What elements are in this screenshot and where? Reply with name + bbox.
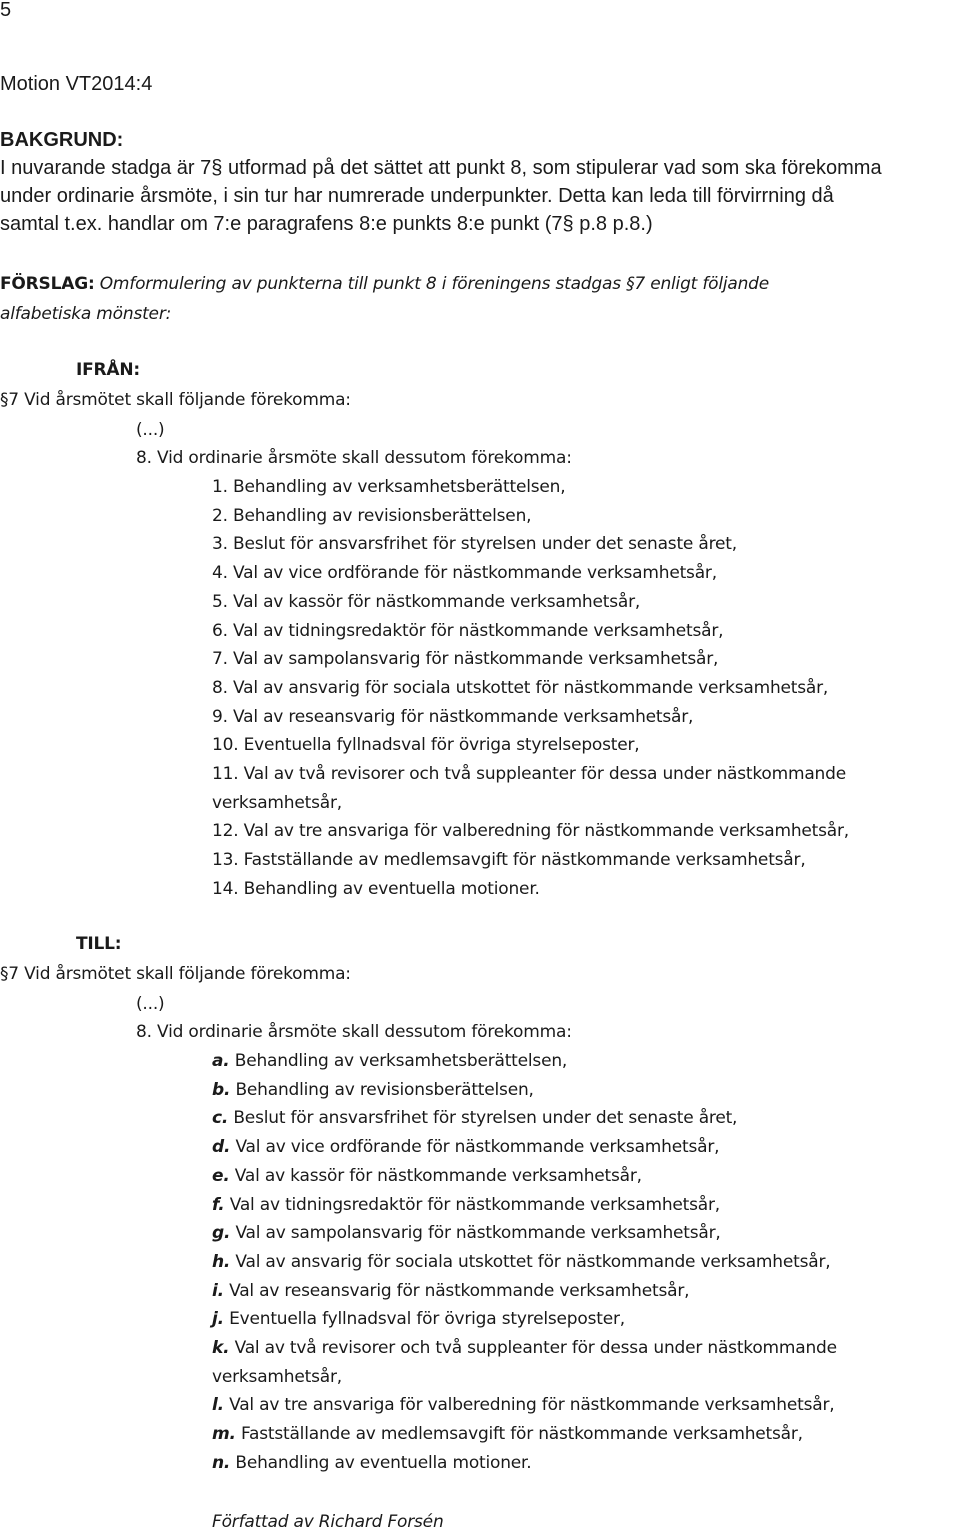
list-item-marker: b. bbox=[212, 1079, 231, 1100]
list-item bbox=[212, 1049, 567, 1073]
list-item-marker: 2. bbox=[212, 505, 228, 526]
to-heading: TILL: bbox=[76, 934, 122, 954]
list-item-text: Val av två revisorer och två suppleanter för dessa under nästkommande bbox=[238, 764, 846, 784]
list-item-marker: f. bbox=[212, 1194, 225, 1215]
list-item-marker: 6. bbox=[212, 620, 228, 641]
list-item bbox=[212, 590, 640, 614]
list-item-marker: m. bbox=[212, 1424, 236, 1445]
list-item bbox=[212, 475, 565, 499]
proposal-line-2: alfabetiska mönster: bbox=[0, 304, 172, 324]
list-item-text: Val av reseansvarig för nästkommande verksamhetsår, bbox=[223, 1280, 690, 1301]
list-item-marker: k. bbox=[212, 1338, 230, 1358]
list-item bbox=[212, 504, 531, 528]
background-line-2: under ordinarie årsmöte, i sin tur har numrerade underpunkter. Detta kan leda till förvirrning då bbox=[0, 185, 834, 207]
list-item-marker: i. bbox=[212, 1280, 224, 1301]
list-item-marker: 3. bbox=[212, 534, 228, 555]
list-item-text: Behandling av verksamhetsberättelsen, bbox=[227, 477, 566, 497]
list-item-marker: c. bbox=[212, 1108, 229, 1129]
background-heading: BAKGRUND: bbox=[0, 129, 124, 151]
proposal-line-1 bbox=[0, 272, 769, 296]
list-item-marker: n. bbox=[212, 1452, 231, 1473]
list-item-text: Eventuella fyllnadsval för övriga styrelseposter, bbox=[238, 735, 640, 756]
list-item-marker: h. bbox=[212, 1251, 231, 1272]
from-ellipsis: (...) bbox=[136, 420, 165, 440]
to-intro: §7 Vid årsmötet skall följande förekomma: bbox=[0, 964, 351, 984]
background-line-1: I nuvarande stadga är 7§ utformad på det sättet att punkt 8, som stipulerar vad som ska förekomma bbox=[0, 157, 882, 179]
list-item-marker: 1. bbox=[212, 477, 228, 497]
list-item-text: verksamhetsår, bbox=[212, 792, 342, 813]
list-item-text: Val av två revisorer och två suppleanter för dessa under nästkommande bbox=[229, 1338, 837, 1358]
list-item-text: Val av sampolansvarig för nästkommande verksamhetsår, bbox=[230, 1223, 721, 1244]
list-item-marker: g. bbox=[212, 1223, 231, 1244]
list-item-text: Eventuella fyllnadsval för övriga styrelseposter, bbox=[223, 1309, 625, 1330]
list-item bbox=[212, 1307, 625, 1331]
list-item-text: Val av tre ansvariga för valberedning för nästkommande verksamhetsår, bbox=[223, 1395, 835, 1416]
list-item-text: Val av reseansvarig för nästkommande verksamhetsår, bbox=[227, 706, 694, 727]
list-item-marker: 8. bbox=[212, 677, 228, 698]
list-item-text: Behandling av verksamhetsberättelsen, bbox=[229, 1051, 568, 1071]
list-item-marker: 12. bbox=[212, 821, 239, 842]
list-item bbox=[212, 1193, 720, 1217]
from-point-8: 8. Vid ordinarie årsmöte skall dessutom förekomma: bbox=[136, 448, 572, 468]
list-item-text: Val av tidningsredaktör för nästkommande verksamhetsår, bbox=[227, 620, 724, 641]
list-item-marker: a. bbox=[212, 1051, 230, 1071]
list-item-text: Val av vice ordförande för nästkommande verksamhetsår, bbox=[230, 1137, 720, 1158]
list-item-marker: 13. bbox=[212, 850, 239, 871]
list-item-text: Behandling av revisionsberättelsen, bbox=[227, 505, 532, 526]
from-heading: IFRÅN: bbox=[76, 360, 141, 380]
list-item bbox=[212, 1393, 834, 1417]
list-item-text: Val av sampolansvarig för nästkommande verksamhetsår, bbox=[227, 649, 719, 670]
list-item-text: Beslut för ansvarsfrihet för styrelsen under det senaste året, bbox=[227, 534, 737, 555]
list-item bbox=[212, 733, 640, 757]
list-item-marker: d. bbox=[212, 1137, 231, 1158]
list-item bbox=[212, 819, 849, 843]
list-item bbox=[212, 1135, 719, 1159]
list-item-text: Fastställande av medlemsavgift för nästkommande verksamhetsår, bbox=[238, 850, 806, 871]
list-item bbox=[212, 1422, 803, 1446]
list-item-text: Behandling av revisionsberättelsen, bbox=[230, 1079, 534, 1100]
list-item bbox=[212, 1336, 837, 1360]
list-item bbox=[212, 1250, 830, 1274]
author-credit: Författad av Richard Forsén bbox=[212, 1512, 444, 1532]
list-item-marker: 10. bbox=[212, 735, 239, 756]
list-item bbox=[212, 1365, 342, 1389]
background-line-3: samtal t.ex. handlar om 7:e paragrafens 8:e punkts 8:e punkt (7§ p.8 p.8.) bbox=[0, 213, 653, 235]
list-item-text: Val av vice ordförande för nästkommande verksamhetsår, bbox=[227, 563, 717, 584]
list-item-text: Val av kassör för nästkommande verksamhetsår, bbox=[227, 591, 641, 612]
list-item bbox=[212, 877, 540, 901]
list-item-text: verksamhetsår, bbox=[212, 1366, 342, 1387]
list-item-text: Beslut för ansvarsfrihet för styrelsen under det senaste året, bbox=[228, 1108, 738, 1129]
list-item-marker: 9. bbox=[212, 706, 228, 727]
list-item-marker: 5. bbox=[212, 591, 228, 612]
list-item bbox=[212, 619, 723, 643]
list-item bbox=[212, 762, 846, 786]
list-item-text: Val av tre ansvariga för valberedning för nästkommande verksamhetsår, bbox=[238, 821, 849, 842]
list-item-text: Behandling av eventuella motioner. bbox=[230, 1452, 532, 1473]
list-item bbox=[212, 1221, 721, 1245]
list-item-marker: e. bbox=[212, 1165, 230, 1186]
list-item-text: Val av ansvarig för sociala utskottet för nästkommande verksamhetsår, bbox=[230, 1251, 831, 1272]
list-item bbox=[212, 1106, 737, 1130]
list-item bbox=[212, 561, 717, 585]
list-item bbox=[212, 705, 693, 729]
list-item bbox=[212, 791, 342, 815]
list-item bbox=[212, 1451, 532, 1475]
list-item-text: Val av kassör för nästkommande verksamhetsår, bbox=[229, 1165, 642, 1186]
list-item bbox=[212, 1078, 534, 1102]
list-item bbox=[212, 647, 718, 671]
list-item-text: Fastställande av medlemsavgift för nästkommande verksamhetsår, bbox=[235, 1424, 803, 1445]
list-item-marker: 11. bbox=[212, 764, 239, 784]
list-item-marker: j. bbox=[212, 1309, 224, 1330]
proposal-text: Omformulering av punkterna till punkt 8 i föreningens stadgas §7 enligt följande bbox=[94, 274, 770, 294]
page-number: 5 bbox=[0, 0, 12, 21]
list-item-text: Behandling av eventuella motioner. bbox=[238, 878, 540, 899]
list-item bbox=[212, 676, 828, 700]
from-intro: §7 Vid årsmötet skall följande förekomma: bbox=[0, 390, 351, 410]
list-item bbox=[212, 532, 737, 556]
list-item-marker: 4. bbox=[212, 563, 228, 584]
list-item-marker: 7. bbox=[212, 649, 228, 670]
to-point-8: 8. Vid ordinarie årsmöte skall dessutom förekomma: bbox=[136, 1022, 572, 1042]
to-ellipsis: (...) bbox=[136, 994, 165, 1014]
list-item bbox=[212, 1164, 642, 1188]
motion-title: Motion VT2014:4 bbox=[0, 73, 153, 95]
list-item-marker: l. bbox=[212, 1395, 224, 1416]
list-item-text: Val av ansvarig för sociala utskottet för nästkommande verksamhetsår, bbox=[227, 677, 829, 698]
proposal-label: FÖRSLAG: bbox=[0, 274, 95, 294]
list-item bbox=[212, 1279, 689, 1303]
list-item-text: Val av tidningsredaktör för nästkommande verksamhetsår, bbox=[224, 1194, 721, 1215]
list-item-marker: 14. bbox=[212, 878, 239, 899]
list-item bbox=[212, 848, 806, 872]
